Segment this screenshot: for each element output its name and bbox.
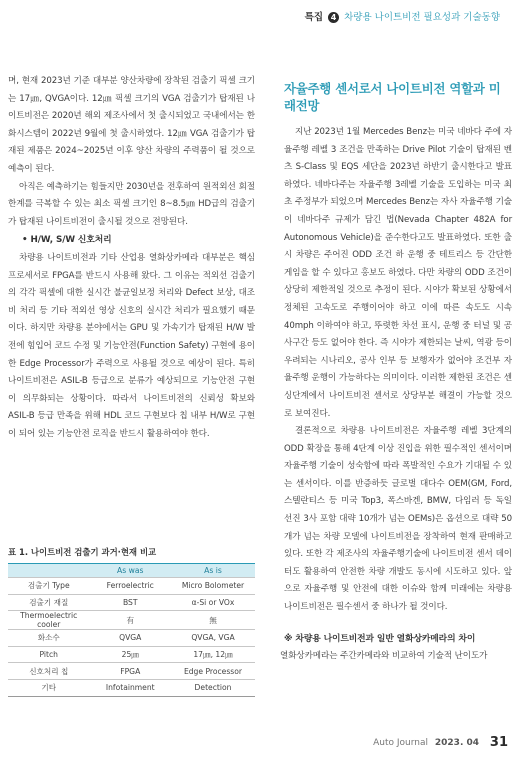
table-header-cell: As is [171,564,255,578]
header-section-label: 특집 [304,12,324,23]
table-caption: 표 1. 나이트비전 검출기 과거·현재 비교 [8,547,157,557]
note-paragraph: 열화상카메라는 주간카메라와 비교하여 기술적 난이도가 [280,651,488,662]
table-row [8,594,255,611]
issue-date: 2023. 04 [434,738,480,748]
page-footer [373,735,508,750]
table-cell: α-Si or VOx [171,594,255,611]
table-row [8,611,255,630]
note-heading: ※ 차량용 나이트비전과 일반 열화상카메라의 차이 [284,633,476,644]
comparison-table [8,563,255,697]
table-cell: Thermoelectric cooler [8,611,90,630]
table-row [8,630,255,647]
table-cell: 화소수 [8,630,90,647]
right-column [276,72,512,666]
left-paragraph-3: 차량용 나이트비전과 기타 산업용 열화상카메라 대부분은 핵심 프로세서로 FPGA를 반드시 사용해 왔다. 그 이유는 적외선 검출기의 각각 픽셀에 대한 실시간 불균일보정 처리와 Defect 보상, 대조비 처리 등 기타 적외선 영상 신호의 실시간 처리가 필요했기 때문이다. 하지만 차량용 분야에서는 GPU 및 가속기가 탑재된 H/W 발전에 힘입어 코드 수정 및 기능안전(Function Safety) 구현에 용이한 Edge Processor가 주력으로 사용될 것으로 예상이 된다. 특히 나이트비전은 ASIL-B 등급으로 분류가 예상되므로 기능안전 구현이 의무화되는 상황이다. 따라서 나이트비전의 신뢰성 확보와 ASIL-B 등급 만족을 위해 HDL 코드 구현보다 칩 내부 H/W로 구현이 되어 있는 기능안전 로직을 반드시 활용하여야 한다. [8,252,255,439]
page-number: 31 [489,735,508,750]
table-row [8,679,255,696]
header-section-number: 4 [328,12,339,23]
table-header-cell [8,564,90,578]
table-cell: 有 [90,611,172,630]
table-cell: QVGA, VGA [171,630,255,647]
table-cell: Micro Bolometer [171,578,255,595]
table-cell: QVGA [90,630,172,647]
table-cell: 검출기 재질 [8,594,90,611]
table-header-cell: As was [90,564,172,578]
table-row [8,578,255,595]
table-cell: 17㎛, 12㎛ [171,646,255,663]
table-cell: Detection [171,679,255,696]
right-paragraph-2: 결론적으로 차량용 나이트비전은 자율주행 레벨 3단계의 ODD 확장을 통해 4단계 이상 진입을 위한 필수적인 센서이며 자율주행 기술이 성숙함에 따라 폭발적인 수요가 기대될 수 있는 센서이다. 이를 반증하듯 글로벌 대다수 OEM(GM, Ford, 스텔란티스 등 미국 Top3, 폭스바겐, BMW, 다임러 등 독일 선진 3사 포함 대략 10개가 넘는 OEMs)은 옵션으로 대략 50개가 넘는 차량 모델에 나이트비전을 장착하여 현재 판매하고 있다. 또한 각 제조사의 자율주행기술에 나이트비전 센서 데이터도 활용하여 안전한 차량 개발도 동시에 시도하고 있다. 앞으로 자율주행 및 안전에 대한 이슈와 함께 미래에는 차량용 나이트비전은 필수센서 중 하나가 될 것이다. [284,426,512,613]
left-column [8,73,255,443]
table-cell: 기타 [8,679,90,696]
table-cell: 無 [171,611,255,630]
left-paragraph-1: 며, 현재 2023년 기준 대부분 양산차량에 장착된 검출기 픽셀 크기는 17㎛, QVGA이다. 12㎛ 픽셀 크기의 VGA 검출기가 탑재된 나이트비전은 2020년 해외 제조사에서 첫 출시되었고 국내에서는 한화시스템이 2022년 9월에 첫 출시하였다. 12㎛ VGA 검출기가 탑재된 제품은 2024~2025년 이후 양산 차량의 주력품이 될 것으로 예측이 된다. [8,76,255,174]
table-cell: Infotainment [90,679,172,696]
section-heading: 자율주행 센서로서 나이트비전 역할과 미래전망 [284,81,501,113]
table-cell: FPGA [90,663,172,680]
journal-name: Auto Journal [373,738,429,748]
left-paragraph-2: 아직은 예측하기는 힘들지만 2030년을 전후하여 원적외선 회절 한계를 극복할 수 있는 최소 픽셀 크기인 8~8.5㎛ HD급의 검출기가 탑재된 나이트비전이 출시될 것으로 전망된다. [8,181,255,227]
table-cell: 검출기 Type [8,578,90,595]
table-cell: Pitch [8,646,90,663]
table-header-row [8,564,255,578]
table-cell: Ferroelectric [90,578,172,595]
running-header [305,9,500,23]
subheading-text: H/W, S/W 신호처리 [30,235,112,246]
table-cell: 신호처리 칩 [8,663,90,680]
table-cell: BST [90,594,172,611]
table-row [8,646,255,663]
subheading-hw-sw [22,232,255,250]
table-cell: 25㎛ [90,646,172,663]
bullet-icon: • [22,235,28,246]
right-paragraph-1: 지난 2023년 1월 Mercedes Benz는 미국 네바다 주에 자율주행 레벨 3 조건을 만족하는 Drive Pilot 기술이 탑재된 벤츠 S-Class 및 EQS 세단을 2023년 하반기 출시한다고 발표하였다. 네바다주는 자율주행 3레벨 기술을 도입하는 미국 최초 주정부가 되었으며 Mercedes Benz는 자사 자율주행 기술이 네바다주 규제가 담긴 법(Nevada Chapter 482A for Autonomous Vehicle)을 준수한다고도 발표하였다. 또한 출시 차량은 주어진 ODD 조건 하 운행 중 테트리스 등 간단한 게임을 할 수 있다고 홍보도 하였다. 다만 차량의 ODD 조건이 상당히 제한적일 것으로 추정이 된다. 시야가 확보된 상황에서 정체된 고속도로 주행이어야 하고 이에 따른 속도도 시속 40mph 이하여야 하고, 뚜렷한 차선 표시, 운행 중 터널 및 공사구간 등도 없어야 한다. 즉 시야가 제한되는 날씨, 역광 등이 우려되는 시나리오, 공사 인부 등 보행자가 없어야 조건부 자율주행 운행이 가능하다는 의미이다. 이러한 제한된 조건은 센싱단계에서 나이트비전 센서로 상당부분 해결이 가능할 것으로 보여진다. [284,127,512,419]
table-cell: Edge Processor [171,663,255,680]
header-subtitle: 차량용 나이트비전 필요성과 기술동향 [344,12,500,23]
table-row [8,663,255,680]
